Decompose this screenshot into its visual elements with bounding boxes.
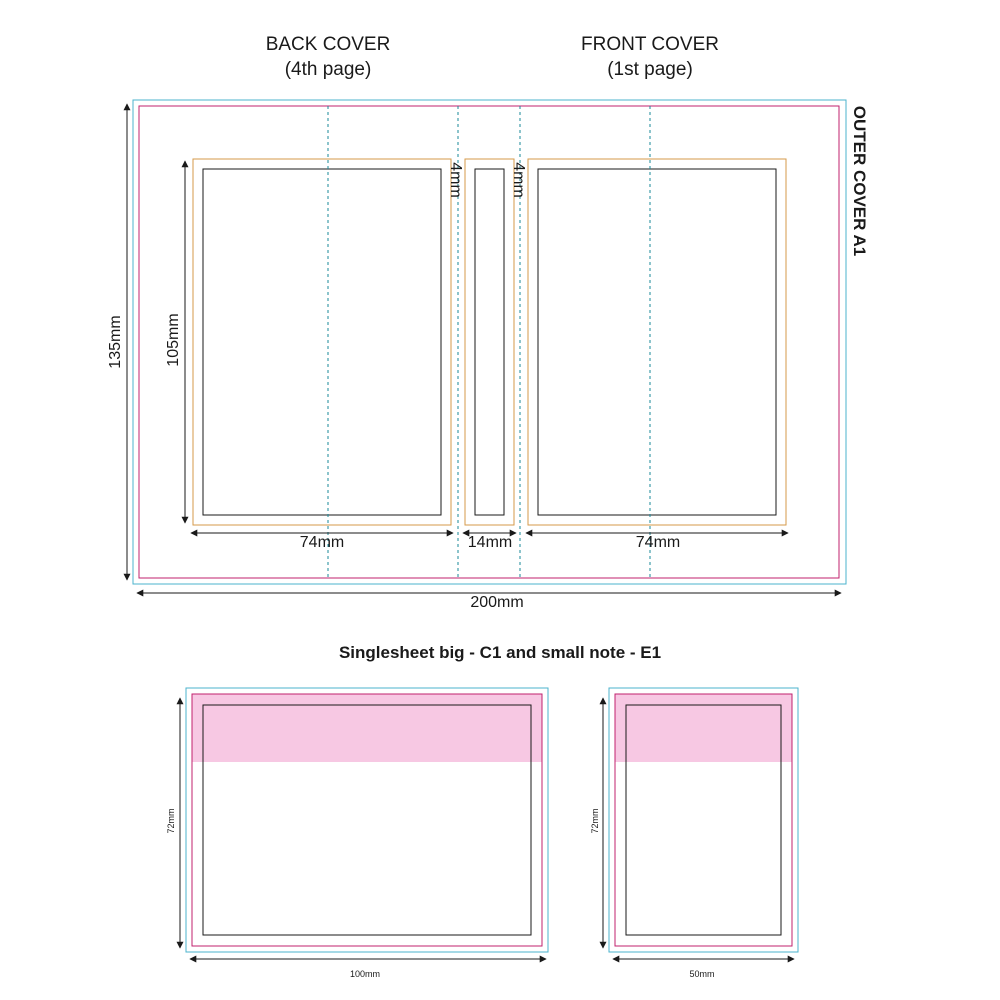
spine-panel — [465, 159, 514, 525]
front-cover-heading-line2: (1st page) — [607, 59, 693, 80]
outer-cover-title: OUTER COVER A1 — [850, 105, 869, 257]
big-width-label: 100mm — [349, 969, 380, 979]
singlesheet-big-diagram — [180, 688, 548, 959]
height-135-label: 135mm — [107, 315, 124, 369]
big-header-highlight — [192, 694, 542, 762]
back-cover-heading-line1: BACK COVER — [265, 34, 391, 55]
total-width-label: 200mm — [470, 594, 524, 611]
height-105-label: 105mm — [165, 313, 182, 367]
outer-cover-diagram — [127, 100, 846, 593]
front-cover-panel — [528, 159, 786, 525]
gap-right-label: 4mm — [510, 162, 527, 198]
small-note-diagram — [603, 688, 798, 959]
outer-bleed-border — [133, 100, 846, 584]
singlesheet-heading: Singlesheet big - C1 and small note - E1 — [338, 643, 662, 662]
front-cover-heading-line1: FRONT COVER — [581, 34, 719, 55]
front-cover-heading — [540, 32, 760, 82]
back-cover-safe-area — [203, 169, 441, 515]
front-cover-safe-area — [538, 169, 776, 515]
back-cover-panel — [193, 159, 451, 525]
big-height-label: 72mm — [166, 808, 176, 834]
small-height-label: 72mm — [590, 808, 600, 834]
small-width-label: 50mm — [689, 969, 715, 979]
back-width-label: 74mm — [299, 534, 345, 551]
back-cover-heading — [218, 32, 438, 82]
gap-left-label: 4mm — [447, 162, 464, 198]
spine-safe-area — [475, 169, 504, 515]
front-width-label: 74mm — [635, 534, 681, 551]
back-cover-heading-line2: (4th page) — [284, 59, 372, 80]
spine-width-label: 14mm — [467, 534, 513, 551]
outer-trim-border — [139, 106, 839, 578]
small-header-highlight — [615, 694, 792, 762]
